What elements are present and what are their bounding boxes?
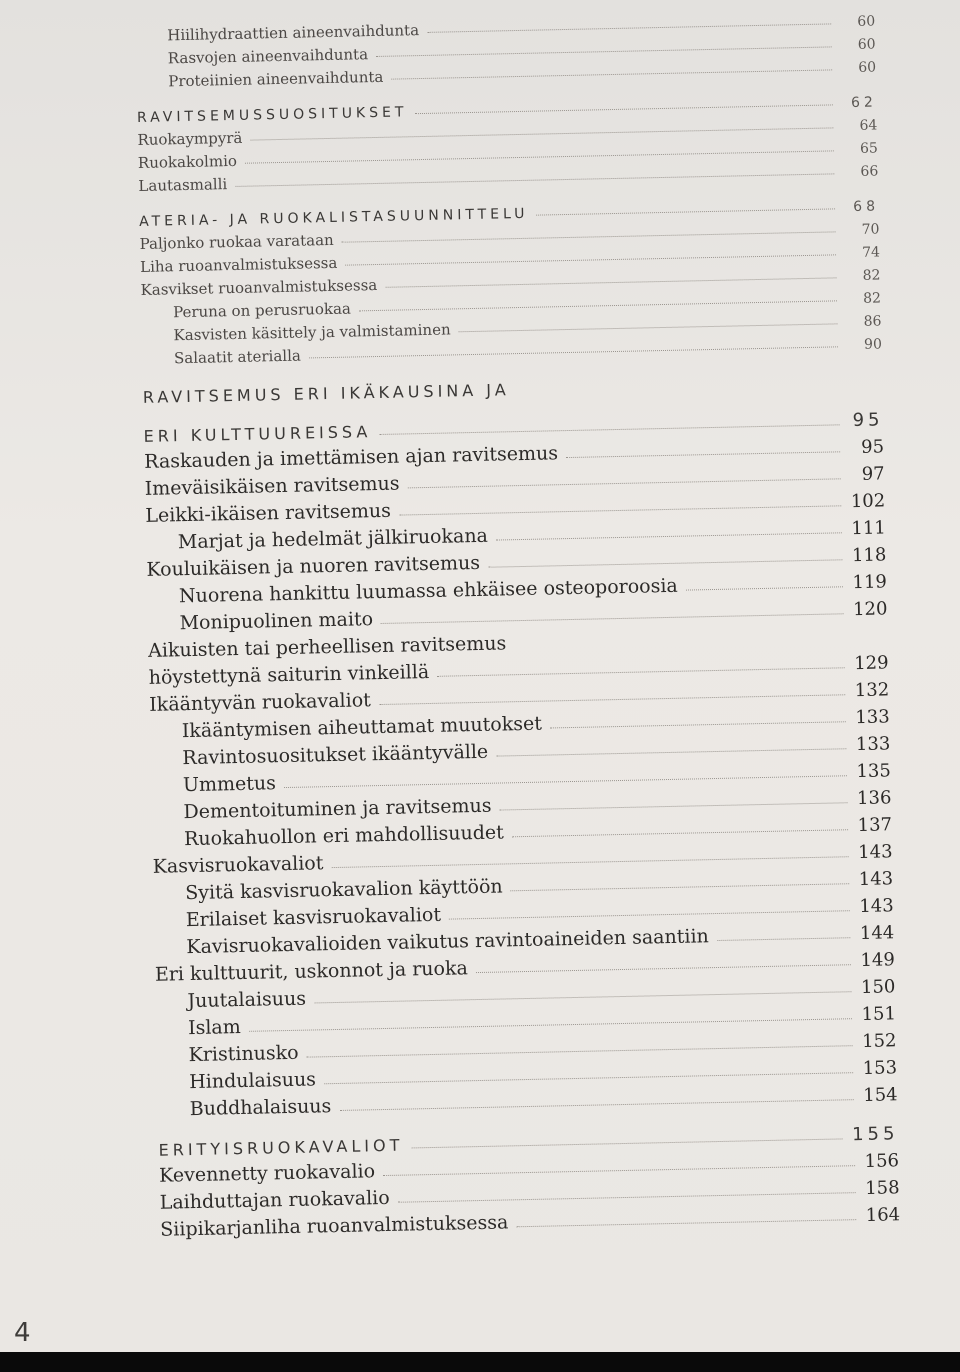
- toc-entry-page: 74: [861, 244, 881, 261]
- toc-entry-title: Syitä kasvisruokavalion käyttöön: [185, 875, 503, 905]
- toc-entry-title: höystettynä saiturin vinkeillä: [148, 660, 430, 689]
- dot-leader: [514, 641, 844, 648]
- toc-entry-title: Peruna on perusruokaa: [172, 299, 352, 322]
- toc-entry-title: Marjat ja hedelmät jälkiruokana: [177, 524, 489, 554]
- toc-entry-page: 152: [861, 1030, 897, 1052]
- toc-entry-title: Dementoituminen ja ravitsemus: [183, 794, 492, 824]
- dot-leader: [550, 721, 846, 728]
- dot-leader: [511, 883, 849, 891]
- toc-entry-page: 132: [854, 679, 890, 702]
- toc-entry-title: Imeväisikäisen ravitsemus: [144, 472, 400, 500]
- toc-entry-page: 118: [851, 544, 887, 567]
- table-of-contents: [135, 7, 900, 1241]
- toc-entry-title: Raskauden ja imettämisen ajan ravitsemus: [143, 442, 559, 473]
- toc-entry-title: Proteiinien aineenvaihdunta: [168, 67, 384, 91]
- toc-entry-title: Hindulaisuus: [188, 1068, 317, 1094]
- toc-entry-page: 155: [851, 1123, 899, 1146]
- toc-entry-page: 97: [861, 463, 885, 485]
- toc-entry-page: 68: [853, 198, 880, 215]
- toc-entry-page: 65: [859, 140, 878, 157]
- toc-entry-page: 137: [857, 814, 893, 837]
- toc-entry-page: 158: [865, 1177, 900, 1199]
- toc-entry-page: 154: [863, 1084, 898, 1106]
- dot-leader: [309, 346, 838, 358]
- toc-entry-page: 111: [851, 517, 886, 540]
- toc-entry-title: ERI KULTTUUREISSA: [143, 422, 372, 446]
- toc-entry-page: 151: [861, 1003, 897, 1025]
- toc-entry-title: Ummetus: [182, 772, 277, 797]
- toc-entry-title: Lautasmalli: [138, 175, 228, 195]
- toc-entry-page: 60: [858, 59, 877, 76]
- dot-leader: [235, 173, 834, 187]
- toc-entry-page: 129: [854, 652, 889, 675]
- toc-entry-page: 82: [862, 290, 882, 307]
- toc-entry-title: Leikki-ikäisen ravitsemus: [145, 499, 392, 527]
- toc-entry-page: 136: [856, 787, 892, 810]
- toc-entry-page: 153: [862, 1057, 898, 1079]
- toc-entry-page: 143: [859, 895, 894, 918]
- toc-entry-page: 143: [857, 841, 893, 864]
- toc-entry-title: ERITYISRUOKAVALIOT: [158, 1135, 404, 1160]
- toc-entry-title: Ruokahuollon eri mahdollisuudet: [183, 821, 505, 851]
- toc-entry-page: 149: [860, 949, 896, 972]
- toc-entry-page: 156: [864, 1150, 900, 1172]
- toc-entry-page: 64: [859, 117, 878, 134]
- dot-leader: [566, 451, 840, 458]
- page-number: 4: [14, 1318, 31, 1348]
- toc-entry-title: RAVITSEMUSSUOSITUKSET: [136, 104, 408, 126]
- dot-leader: [518, 386, 839, 393]
- toc-entry-page: 60: [857, 36, 876, 53]
- toc-entry-title: Salaatit aterialla: [173, 346, 302, 368]
- toc-entry-title: Ruokaympyrä: [137, 128, 243, 149]
- dot-leader: [717, 937, 850, 941]
- toc-entry-page: 60: [857, 13, 876, 30]
- toc-entry-title: Kasvikset ruoanvalmistuksessa: [140, 275, 378, 299]
- toc-entry-title: Kasvisten käsittely ja valmistaminen: [173, 320, 451, 345]
- toc-entry-title: Erilaiset kasvisruokavaliot: [185, 903, 442, 932]
- toc-entry-page: 164: [865, 1204, 901, 1226]
- toc-section-heading: [142, 364, 882, 406]
- toc-entry-page: 135: [856, 760, 892, 783]
- bottom-edge: [0, 1352, 960, 1372]
- toc-entry-title: Paljonko ruokaa varataan: [139, 230, 334, 253]
- toc-entry-title: Ruokakolmio: [137, 151, 238, 172]
- toc-entry-page: 150: [860, 976, 896, 999]
- toc-entry-title: ATERIA- JA RUOKALISTASUUNNITTELU: [139, 205, 529, 230]
- dot-leader: [496, 532, 842, 540]
- toc-entry-title: Islam: [187, 1016, 241, 1040]
- toc-entry-page: 143: [858, 868, 894, 891]
- toc-entry-page: 133: [855, 733, 891, 756]
- dot-leader: [500, 802, 848, 810]
- toc-entry-page: 70: [861, 221, 880, 238]
- toc-entry-page: 95: [860, 436, 885, 458]
- toc-entry-page: 144: [859, 922, 895, 945]
- dot-leader: [686, 586, 843, 590]
- toc-entry-page: 133: [855, 706, 890, 729]
- dot-leader: [391, 69, 832, 79]
- toc-entry-page: 90: [863, 336, 883, 353]
- dot-leader: [496, 748, 846, 756]
- dot-leader: [516, 1219, 856, 1227]
- toc-entry-title: Kristinusko: [188, 1041, 299, 1067]
- toc-entry-title: Ikääntymisen aiheuttamat muutokset: [181, 712, 543, 743]
- toc-entry-title: Laihduttajan ruokavalio: [159, 1186, 390, 1214]
- toc-entry-title: Kouluikäisen ja nuoren ravitsemus: [146, 551, 481, 581]
- toc-entry-page: 82: [862, 267, 881, 284]
- toc-entry-page: 86: [863, 313, 882, 330]
- toc-entry-title: Liha ruoanvalmistuksessa: [139, 253, 338, 276]
- toc-entry-title: Kevennetty ruokavalio: [158, 1160, 376, 1187]
- dot-leader: [512, 829, 848, 837]
- toc-entry-title: Monipuolinen maito: [179, 608, 374, 635]
- toc-entry-title: Buddhalaisuus: [189, 1095, 332, 1121]
- toc-entry-title: Eri kulttuurit, uskonnot ja ruoka: [154, 957, 469, 986]
- toc-entry-page: 95: [852, 409, 884, 432]
- toc-entry-title: Juutalaisuus: [187, 987, 307, 1013]
- dot-leader: [536, 208, 835, 215]
- toc-entry-title: RAVITSEMUS ERI IKÄKAUSINA JA: [142, 380, 510, 407]
- toc-entry-page: 62: [850, 94, 878, 112]
- toc-entry-title: Ikääntyvän ruokavaliot: [149, 689, 372, 716]
- toc-entry-page: 120: [852, 598, 888, 621]
- toc-entry-title: Nuorena hankittu luumassa ehkäisee osteoporoosia: [178, 574, 678, 608]
- toc-entry-title: Ravintosuositukset ikääntyvälle: [182, 740, 489, 770]
- toc-entry-title: Kavisruokavalioiden vaikutus ravintoaineiden saantiin: [186, 925, 710, 959]
- toc-entry-title: Kasvisruokavaliot: [152, 852, 324, 878]
- toc-entry-page: 102: [850, 490, 886, 513]
- toc-entry-title: Rasvojen aineenvaihdunta: [167, 45, 369, 68]
- toc-entry-title: Siipikarjanliha ruoanvalmistuksessa: [160, 1211, 509, 1241]
- toc-entry-title: Hiilihydraattien aineenvaihdunta: [167, 21, 420, 45]
- toc-entry-page: 66: [860, 163, 879, 180]
- toc-entry-page: [849, 391, 883, 392]
- toc-entry-page: 119: [852, 571, 888, 594]
- toc-entry-title: Aikuisten tai perheellisen ravitsemus: [147, 632, 507, 662]
- dot-leader: [339, 1099, 853, 1111]
